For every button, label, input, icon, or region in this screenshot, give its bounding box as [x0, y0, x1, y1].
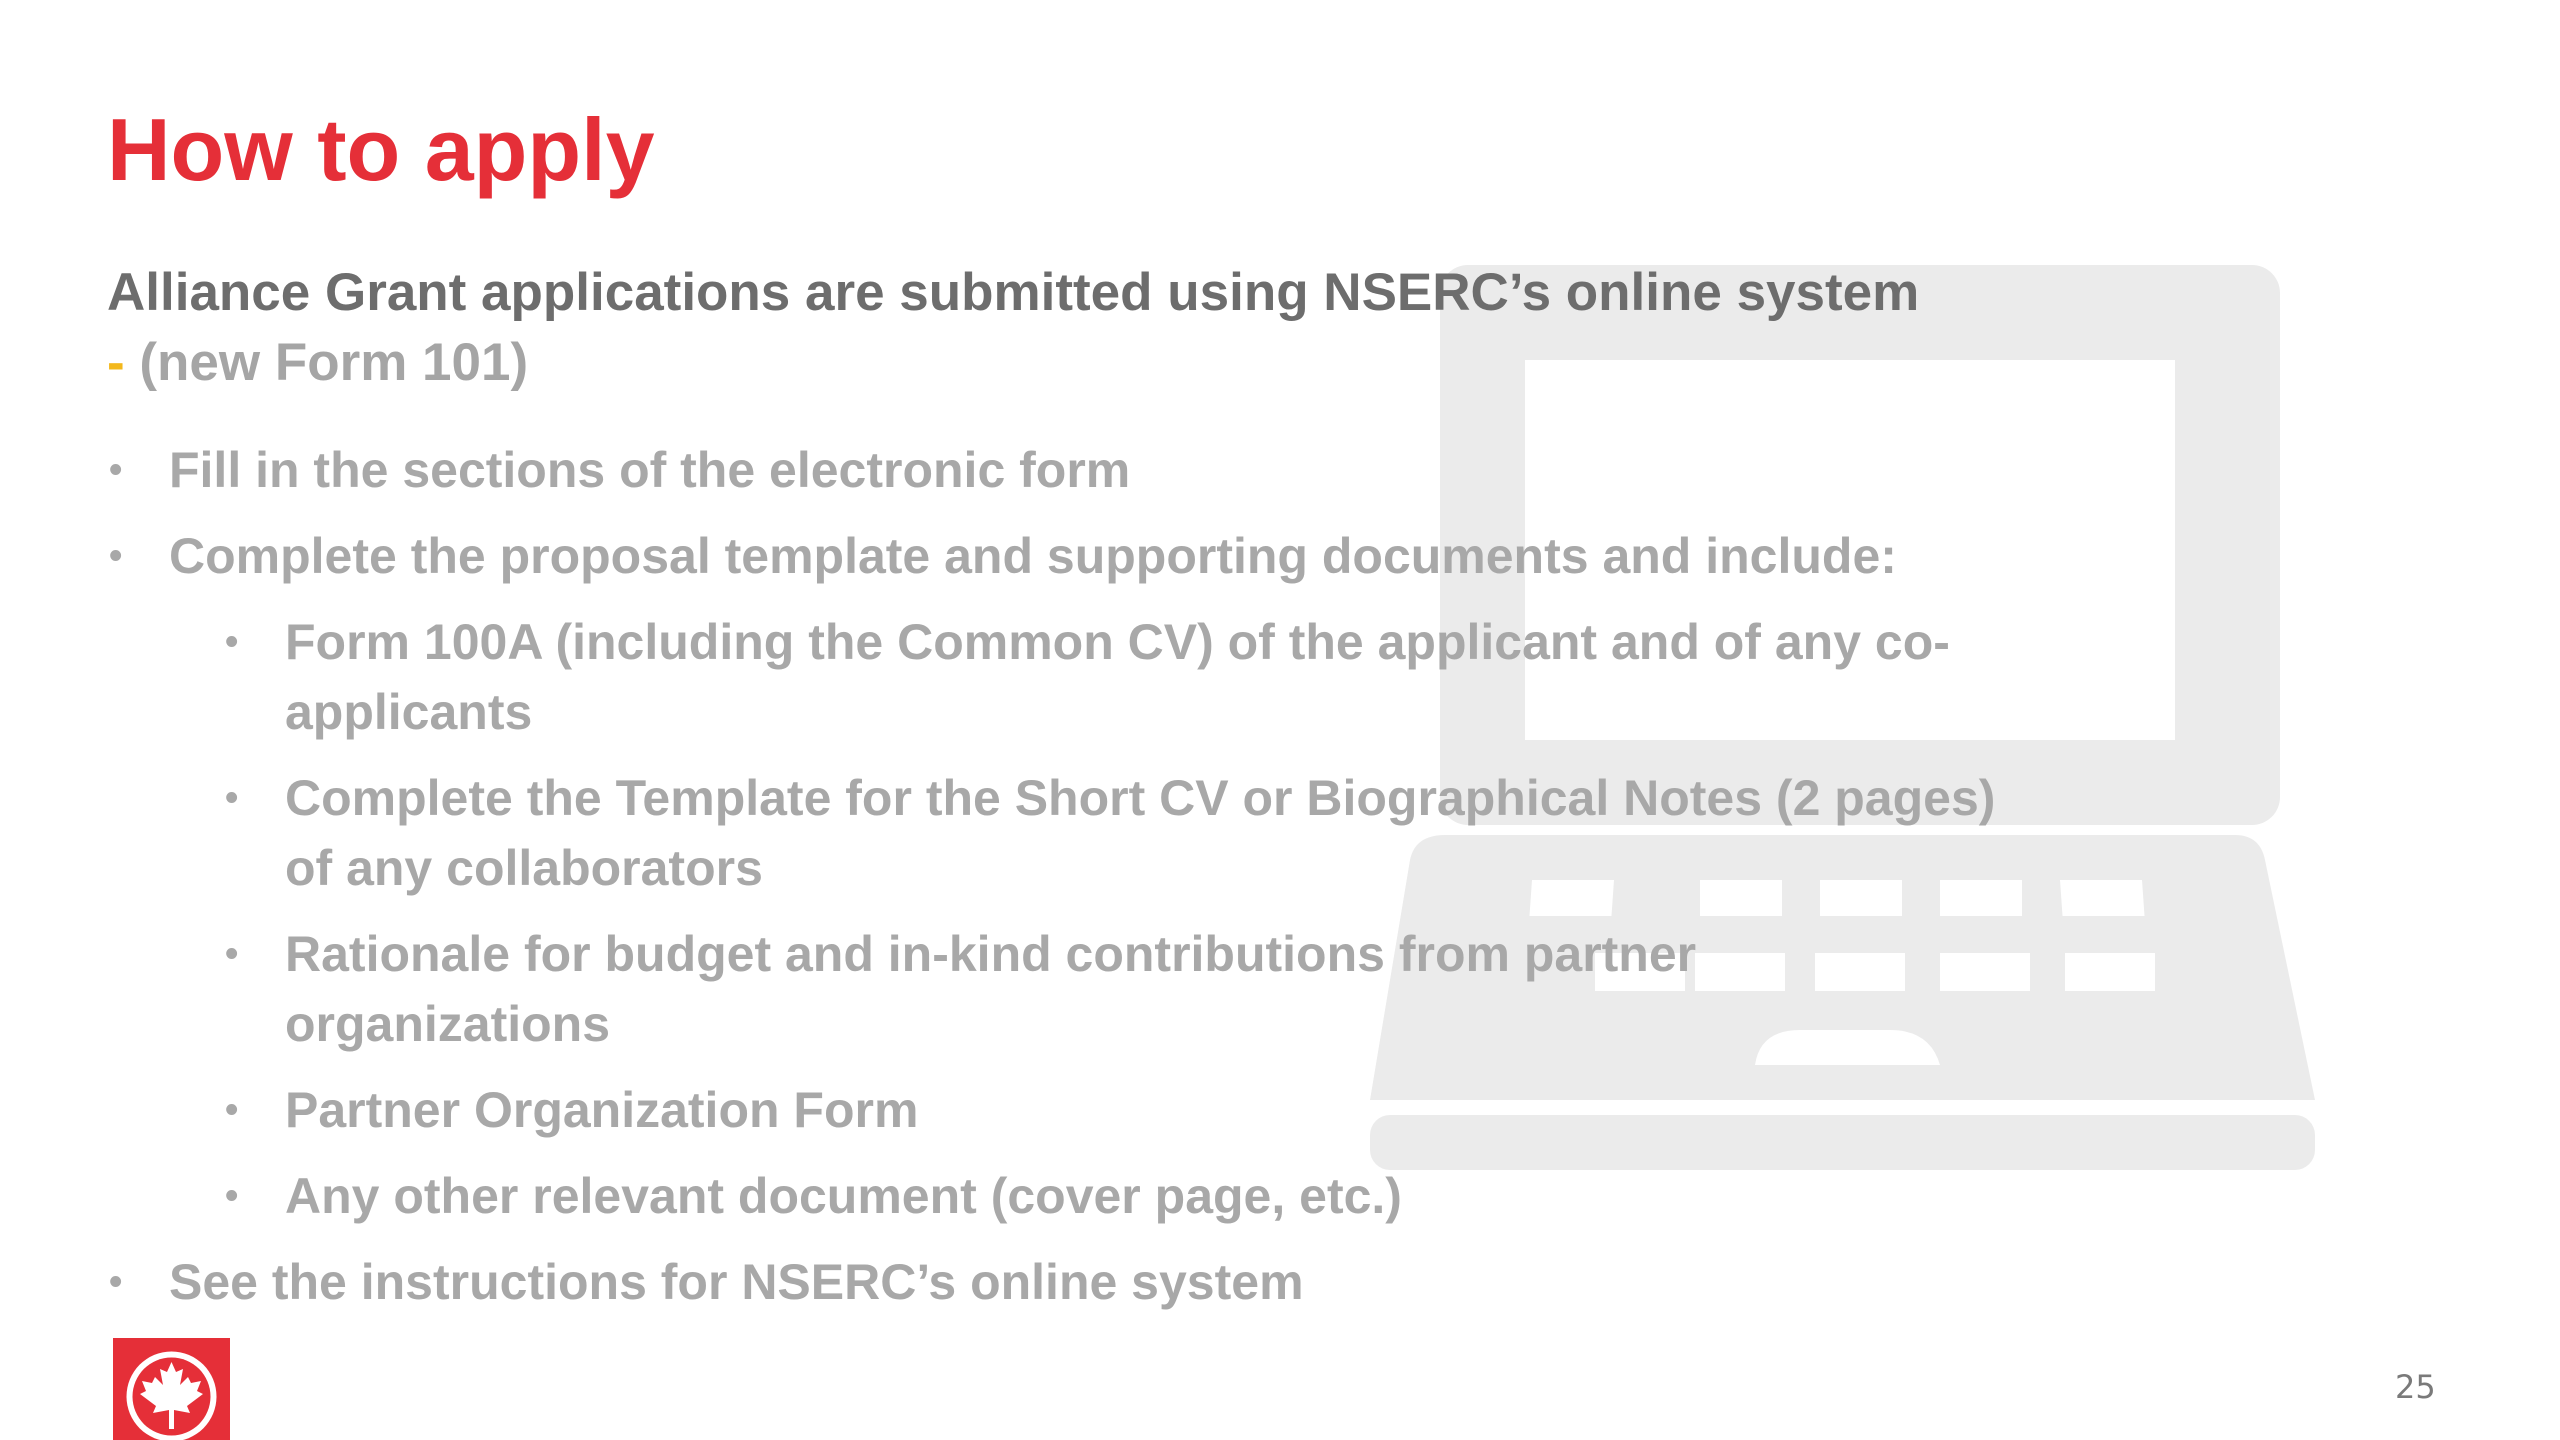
bullet-text: Rationale for budget and in-kind contributions from partner organizations: [285, 926, 1697, 1052]
bullet-text: Partner Organization Form: [285, 1082, 919, 1138]
bullet-item: [107, 435, 2107, 505]
bullet-list: [107, 435, 2107, 1333]
subtitle-form-number: (new Form 101): [124, 333, 529, 392]
bullet-item: [107, 521, 2107, 591]
subtitle-dash: -: [107, 333, 125, 392]
bullet-dot: •: [225, 621, 239, 663]
page-number: 25: [2395, 1368, 2436, 1406]
bullet-text: Form 100A (including the Common CV) of the applicant and of any co-applicants: [285, 614, 1950, 740]
bullet-text: See the instructions for NSERC’s online system: [169, 1254, 1304, 1310]
bullet-dot: •: [109, 1261, 123, 1303]
sub-bullet-item: [223, 919, 2025, 1059]
bullet-item: [107, 1247, 2107, 1317]
bullet-text: Fill in the sections of the electronic form: [169, 442, 1131, 498]
bullet-dot: •: [225, 1089, 239, 1131]
sub-bullet-item: [223, 607, 2025, 747]
bullet-dot: •: [109, 535, 123, 577]
subtitle-line1: Alliance Grant applications are submitted using NSERC’s online system: [107, 263, 1920, 322]
slide-subtitle: [107, 258, 2007, 398]
sub-bullet-item: [223, 1161, 2025, 1231]
slide-title: How to apply: [107, 100, 655, 199]
bullet-dot: •: [109, 449, 123, 491]
bullet-dot: •: [225, 933, 239, 975]
subtitle-line2: [107, 328, 2007, 398]
sub-bullet-item: [223, 763, 2025, 903]
sub-bullet-item: [223, 1075, 2025, 1145]
bullet-dot: •: [225, 777, 239, 819]
bullet-text: Complete the proposal template and supporting documents and include:: [169, 528, 1897, 584]
bullet-text: Complete the Template for the Short CV or Biographical Notes (2 pages) of any collaborators: [285, 770, 1996, 896]
bullet-text: Any other relevant document (cover page, etc.): [285, 1168, 1402, 1224]
maple-leaf-logo: [113, 1338, 230, 1440]
bullet-dot: •: [225, 1175, 239, 1217]
